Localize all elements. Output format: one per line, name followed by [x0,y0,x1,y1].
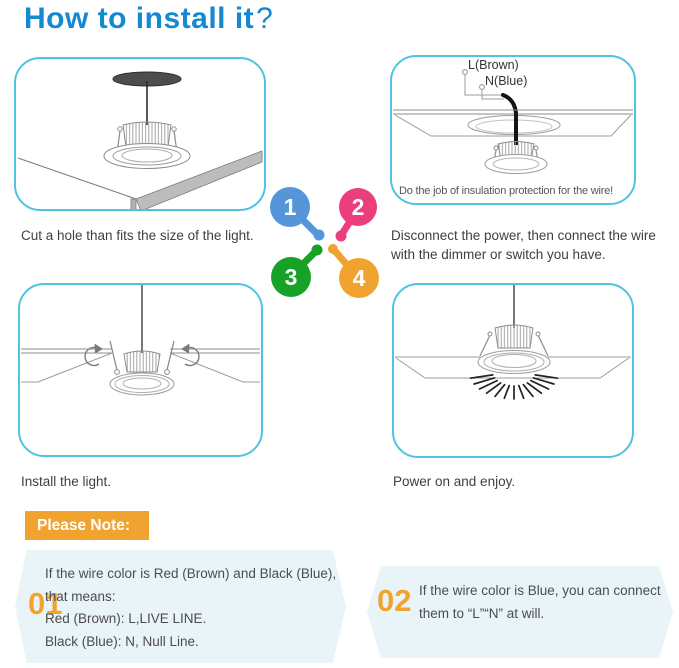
note-1-number: 01 [28,586,63,621]
step-2-caption-line-2: with the dimmer or switch you have. [391,247,606,262]
light-rays-icon [471,375,558,399]
live-wire-label: L(Brown) [468,58,519,72]
downlight-icon [485,142,547,174]
step-1-caption: Cut a hole than fits the size of the light. [21,228,254,243]
step-4-panel [392,283,634,458]
downlight-icon [104,122,190,169]
install-illustration [20,285,261,455]
note-2-number: 02 [377,583,412,618]
step-3-panel [18,283,263,457]
step-2-number: 2 [351,194,365,220]
ceiling-cross-section [393,110,633,136]
bubble-2-dot [336,231,347,242]
page-title [24,2,273,36]
step-2-caption [391,226,679,264]
please-note-banner: Please Note: [25,511,149,540]
bubble-1-dot [314,230,325,241]
step-3-caption: Install the light. [21,474,112,489]
step-2-panel [390,55,636,205]
rotate-arrow-icon-right [181,344,199,366]
note-1-line-4: Black (Blue): N, Null Line. [45,633,199,649]
note-1-line-2: that means: [45,588,116,604]
page-title-question-mark: ? [256,2,274,35]
cut-hole-illustration [16,59,264,209]
step-3-number: 3 [284,264,298,290]
step-number-bubbles [258,178,392,308]
bubble-1-tail [304,221,316,233]
step-2-caption-line-1: Disconnect the power, then connect the wire [391,228,656,243]
rotate-arrow-icon-left [85,344,103,366]
bubble-3-dot [312,245,323,256]
page-title-text: How to install it [24,2,255,35]
step-1-number: 1 [283,194,297,220]
neutral-wire-label: N(Blue) [485,74,528,88]
note-1-line-3: Red (Brown): L,LIVE LINE. [45,611,207,626]
bubble-4-tail [335,251,347,265]
power-on-illustration [394,285,632,456]
note-2-text [419,580,661,625]
note-2-line-2: them to “L”“N” at will. [419,605,545,621]
step-4-number: 4 [352,265,366,291]
insulation-warning-text: Do the job of insulation protection for the wire! [399,185,613,197]
trim-ring [478,351,550,374]
note-2-line-1: If the wire color is Blue, you can connect [419,583,661,598]
note-1-line-1: If the wire color is Red (Brown) and Black (Blue), [45,566,337,581]
step-1-panel [14,57,266,211]
step-4-caption: Power on and enjoy. [393,474,516,489]
bubble-4-dot [328,244,338,254]
note-1-text [45,563,336,653]
